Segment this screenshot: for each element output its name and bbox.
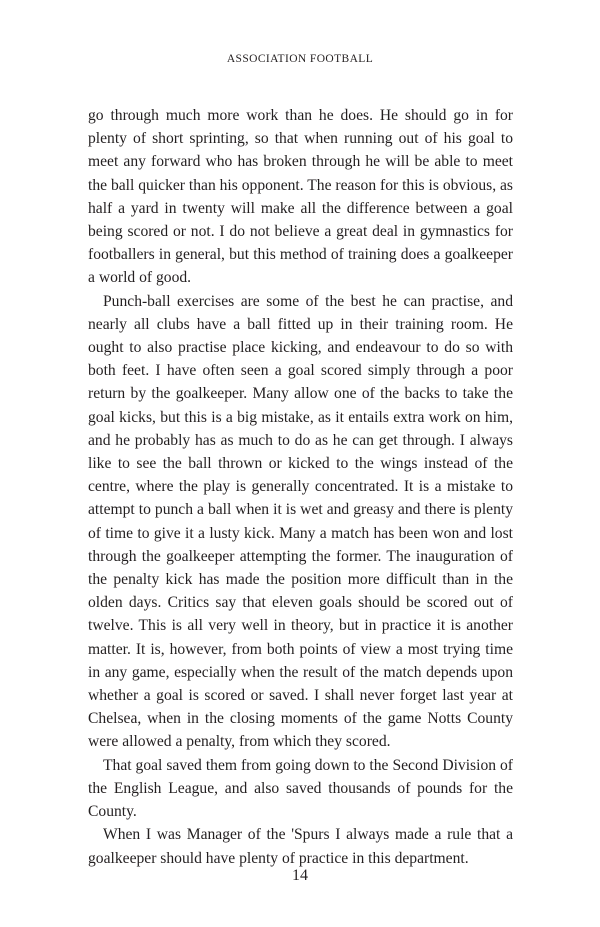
running-header: ASSOCIATION FOOTBALL: [226, 53, 374, 65]
paragraph-continued: go through much more work than he does. He should go in for plenty of short sprinting, so that when running out of his goal to meet any forward who has broken through he will be able to meet the ball quicker than his opponent. The reason for this is obvious, as half a yard in twenty will make all the difference between a goal being scored or not. I do not believe a great deal in gymnastics for footballers in general, but this method of training does a goalkeeper a world of good.: [88, 107, 513, 287]
paragraph-goal-saved: That goal saved them from going down to the Second Division of the English League, and also saved thousands of pounds for the County.: [88, 756, 513, 821]
paragraph-spurs-manager: When I was Manager of the 'Spurs I always made a rule that a goalkeeper should have plenty of practice in this department.: [88, 826, 513, 867]
page-body: [88, 104, 513, 870]
paragraph-punch-ball: Punch-ball exercises are some of the best he can practise, and nearly all clubs have a ball fitted up in their training room. He ought to also practise place kicking, and endeavour to do so with both feet. I have often seen a goal scored simply through a poor return by the goalkeeper. Many allow one of the backs to take the goal kicks, but this is a big mistake, as it entails extra work on him, and he probably has as much to do as he can get through. I always like to see the ball thrown or kicked to the wings instead of the centre, where the play is generally concentrated. It is a mistake to attempt to punch a ball when it is wet and greasy and there is plenty of time to give it a lusty kick. Many a match has been won and lost through the goalkeeper attempting the former. The inauguration of the penalty kick has made the position more difficult than in the olden days. Critics say that eleven goals should be scored out of twelve. This is all very well in theory, but in practice it is another matter. It is, however, from both points of view a most trying time in any game, especially when the result of the match depends upon whether a goal is scored or saved. I shall never forget last year at Chelsea, when in the closing moments of the game Notts County were allowed a penalty, from which they scored.: [88, 292, 513, 751]
page-number: 14: [292, 867, 308, 884]
